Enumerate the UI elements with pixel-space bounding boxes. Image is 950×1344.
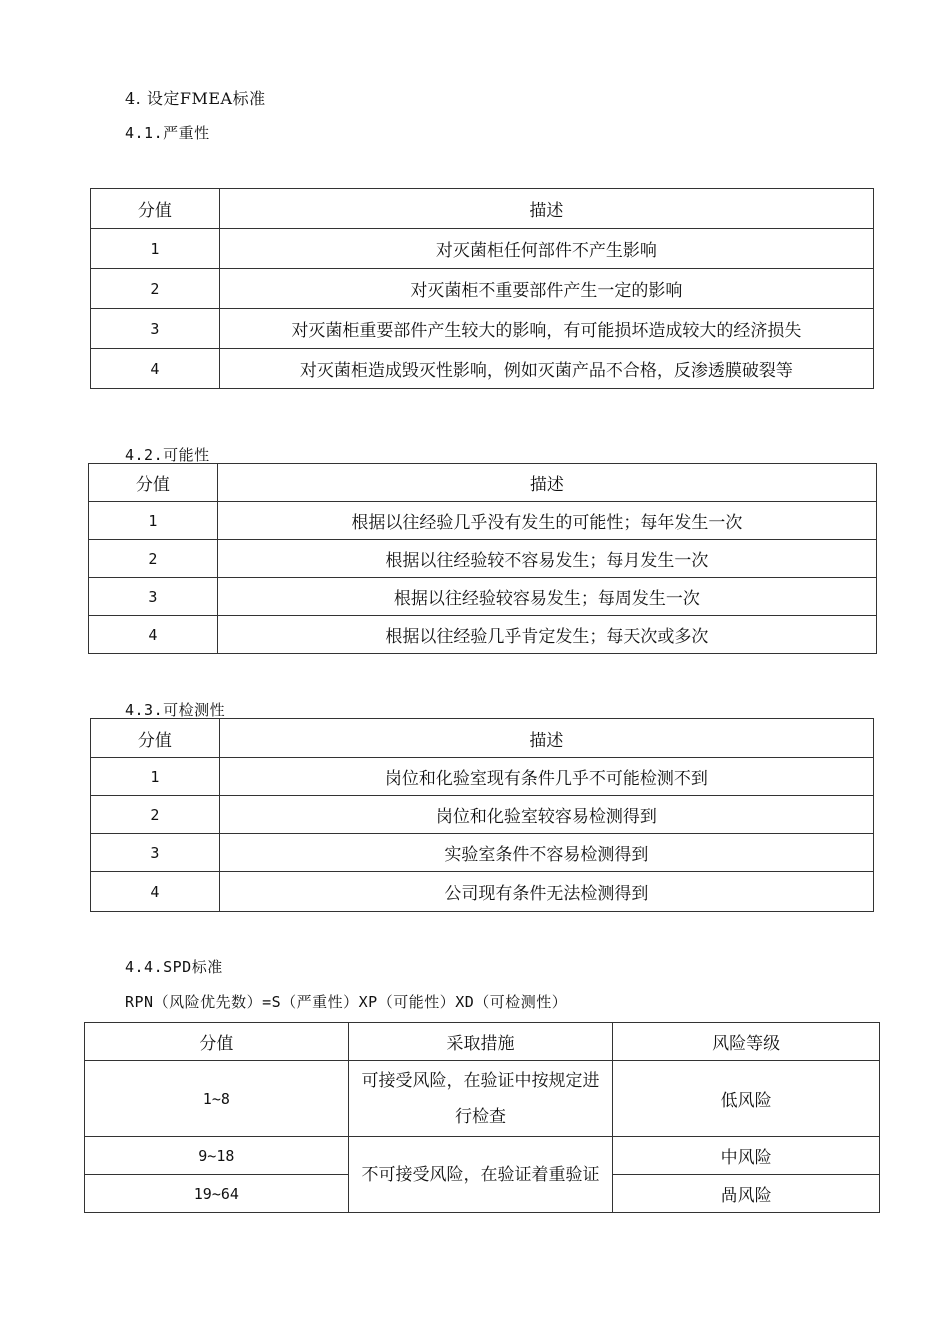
table-header-row [85, 1023, 880, 1061]
header-description: 描述 [219, 719, 873, 758]
description-cell: 对灭菌柜任何部件不产生影响 [219, 229, 873, 269]
description-cell: 对灭菌柜不重要部件产生一定的影响 [219, 269, 873, 309]
header-score: 分值 [89, 464, 218, 502]
description-cell: 岗位和化验室现有条件几乎不可能检测不到 [219, 758, 873, 796]
table-row [91, 349, 874, 389]
description-cell: 对灭菌柜重要部件产生较大的影响，有可能损坏造成较大的经济损失 [219, 309, 873, 349]
score-cell: 3 [89, 578, 218, 616]
score-cell: 1 [89, 502, 218, 540]
score-cell: 2 [89, 540, 218, 578]
table-row [91, 229, 874, 269]
score-cell: 2 [91, 796, 220, 834]
table-row [91, 796, 874, 834]
description-cell: 实验室条件不容易检测得到 [219, 834, 873, 872]
rpn-formula: RPN（风险优先数）=S（严重性）XP（可能性）XD（可检测性） [125, 993, 568, 1011]
table-row [89, 502, 877, 540]
table-header-row [91, 719, 874, 758]
table-row [89, 578, 877, 616]
risk-level-cell: 中风险 [613, 1137, 880, 1175]
header-risk-level: 风险等级 [613, 1023, 880, 1061]
score-cell: 2 [91, 269, 220, 309]
header-score: 分值 [85, 1023, 349, 1061]
table-row [91, 309, 874, 349]
risk-level-cell: 低风险 [613, 1061, 880, 1137]
section-title-spd: 4.4.SPD标准 [125, 958, 223, 976]
score-cell: 1 [91, 229, 220, 269]
spd-table [84, 1022, 880, 1213]
severity-table [90, 188, 874, 389]
description-cell: 根据以往经验较不容易发生；每月发生一次 [217, 540, 876, 578]
detectability-table [90, 718, 874, 912]
table-row [89, 540, 877, 578]
score-range-cell: 9~18 [85, 1137, 349, 1175]
score-cell: 3 [91, 309, 220, 349]
description-cell: 公司现有条件无法检测得到 [219, 872, 873, 912]
table-row [91, 872, 874, 912]
table-row [85, 1061, 880, 1137]
table-row [85, 1137, 880, 1175]
score-cell: 4 [91, 349, 220, 389]
risk-level-cell: 咼风险 [613, 1175, 880, 1213]
table-row [91, 834, 874, 872]
score-cell: 1 [91, 758, 220, 796]
section-title-severity: 4.1.严重性 [125, 124, 210, 142]
description-cell: 根据以往经验几乎没有发生的可能性；每年发生一次 [217, 502, 876, 540]
score-cell: 4 [91, 872, 220, 912]
header-score: 分值 [91, 719, 220, 758]
score-range-cell: 1~8 [85, 1061, 349, 1137]
likelihood-table [88, 463, 877, 654]
table-header-row [91, 189, 874, 229]
action-cell: 可接受风险，在验证中按规定进行检查 [348, 1061, 613, 1137]
header-description: 描述 [217, 464, 876, 502]
table-header-row [89, 464, 877, 502]
section-title-likelihood: 4.2.可能性 [125, 446, 210, 464]
description-cell: 根据以往经验几乎肯定发生；每天次或多次 [217, 616, 876, 654]
table-row [91, 269, 874, 309]
description-cell: 岗位和化验室较容易检测得到 [219, 796, 873, 834]
table-row [89, 616, 877, 654]
score-cell: 3 [91, 834, 220, 872]
score-range-cell: 19~64 [85, 1175, 349, 1213]
main-heading: 4. 设定FMEA标准 [125, 89, 266, 108]
description-cell: 根据以往经验较容易发生；每周发生一次 [217, 578, 876, 616]
section-title-detectability: 4.3.可检测性 [125, 701, 226, 719]
description-cell: 对灭菌柜造成毁灭性影响，例如灭菌产品不合格，反渗透膜破裂等 [219, 349, 873, 389]
header-score: 分值 [91, 189, 220, 229]
table-row [91, 758, 874, 796]
action-cell: 不可接受风险，在验证着重验证 [348, 1137, 613, 1213]
header-description: 描述 [219, 189, 873, 229]
header-action: 采取措施 [348, 1023, 613, 1061]
score-cell: 4 [89, 616, 218, 654]
